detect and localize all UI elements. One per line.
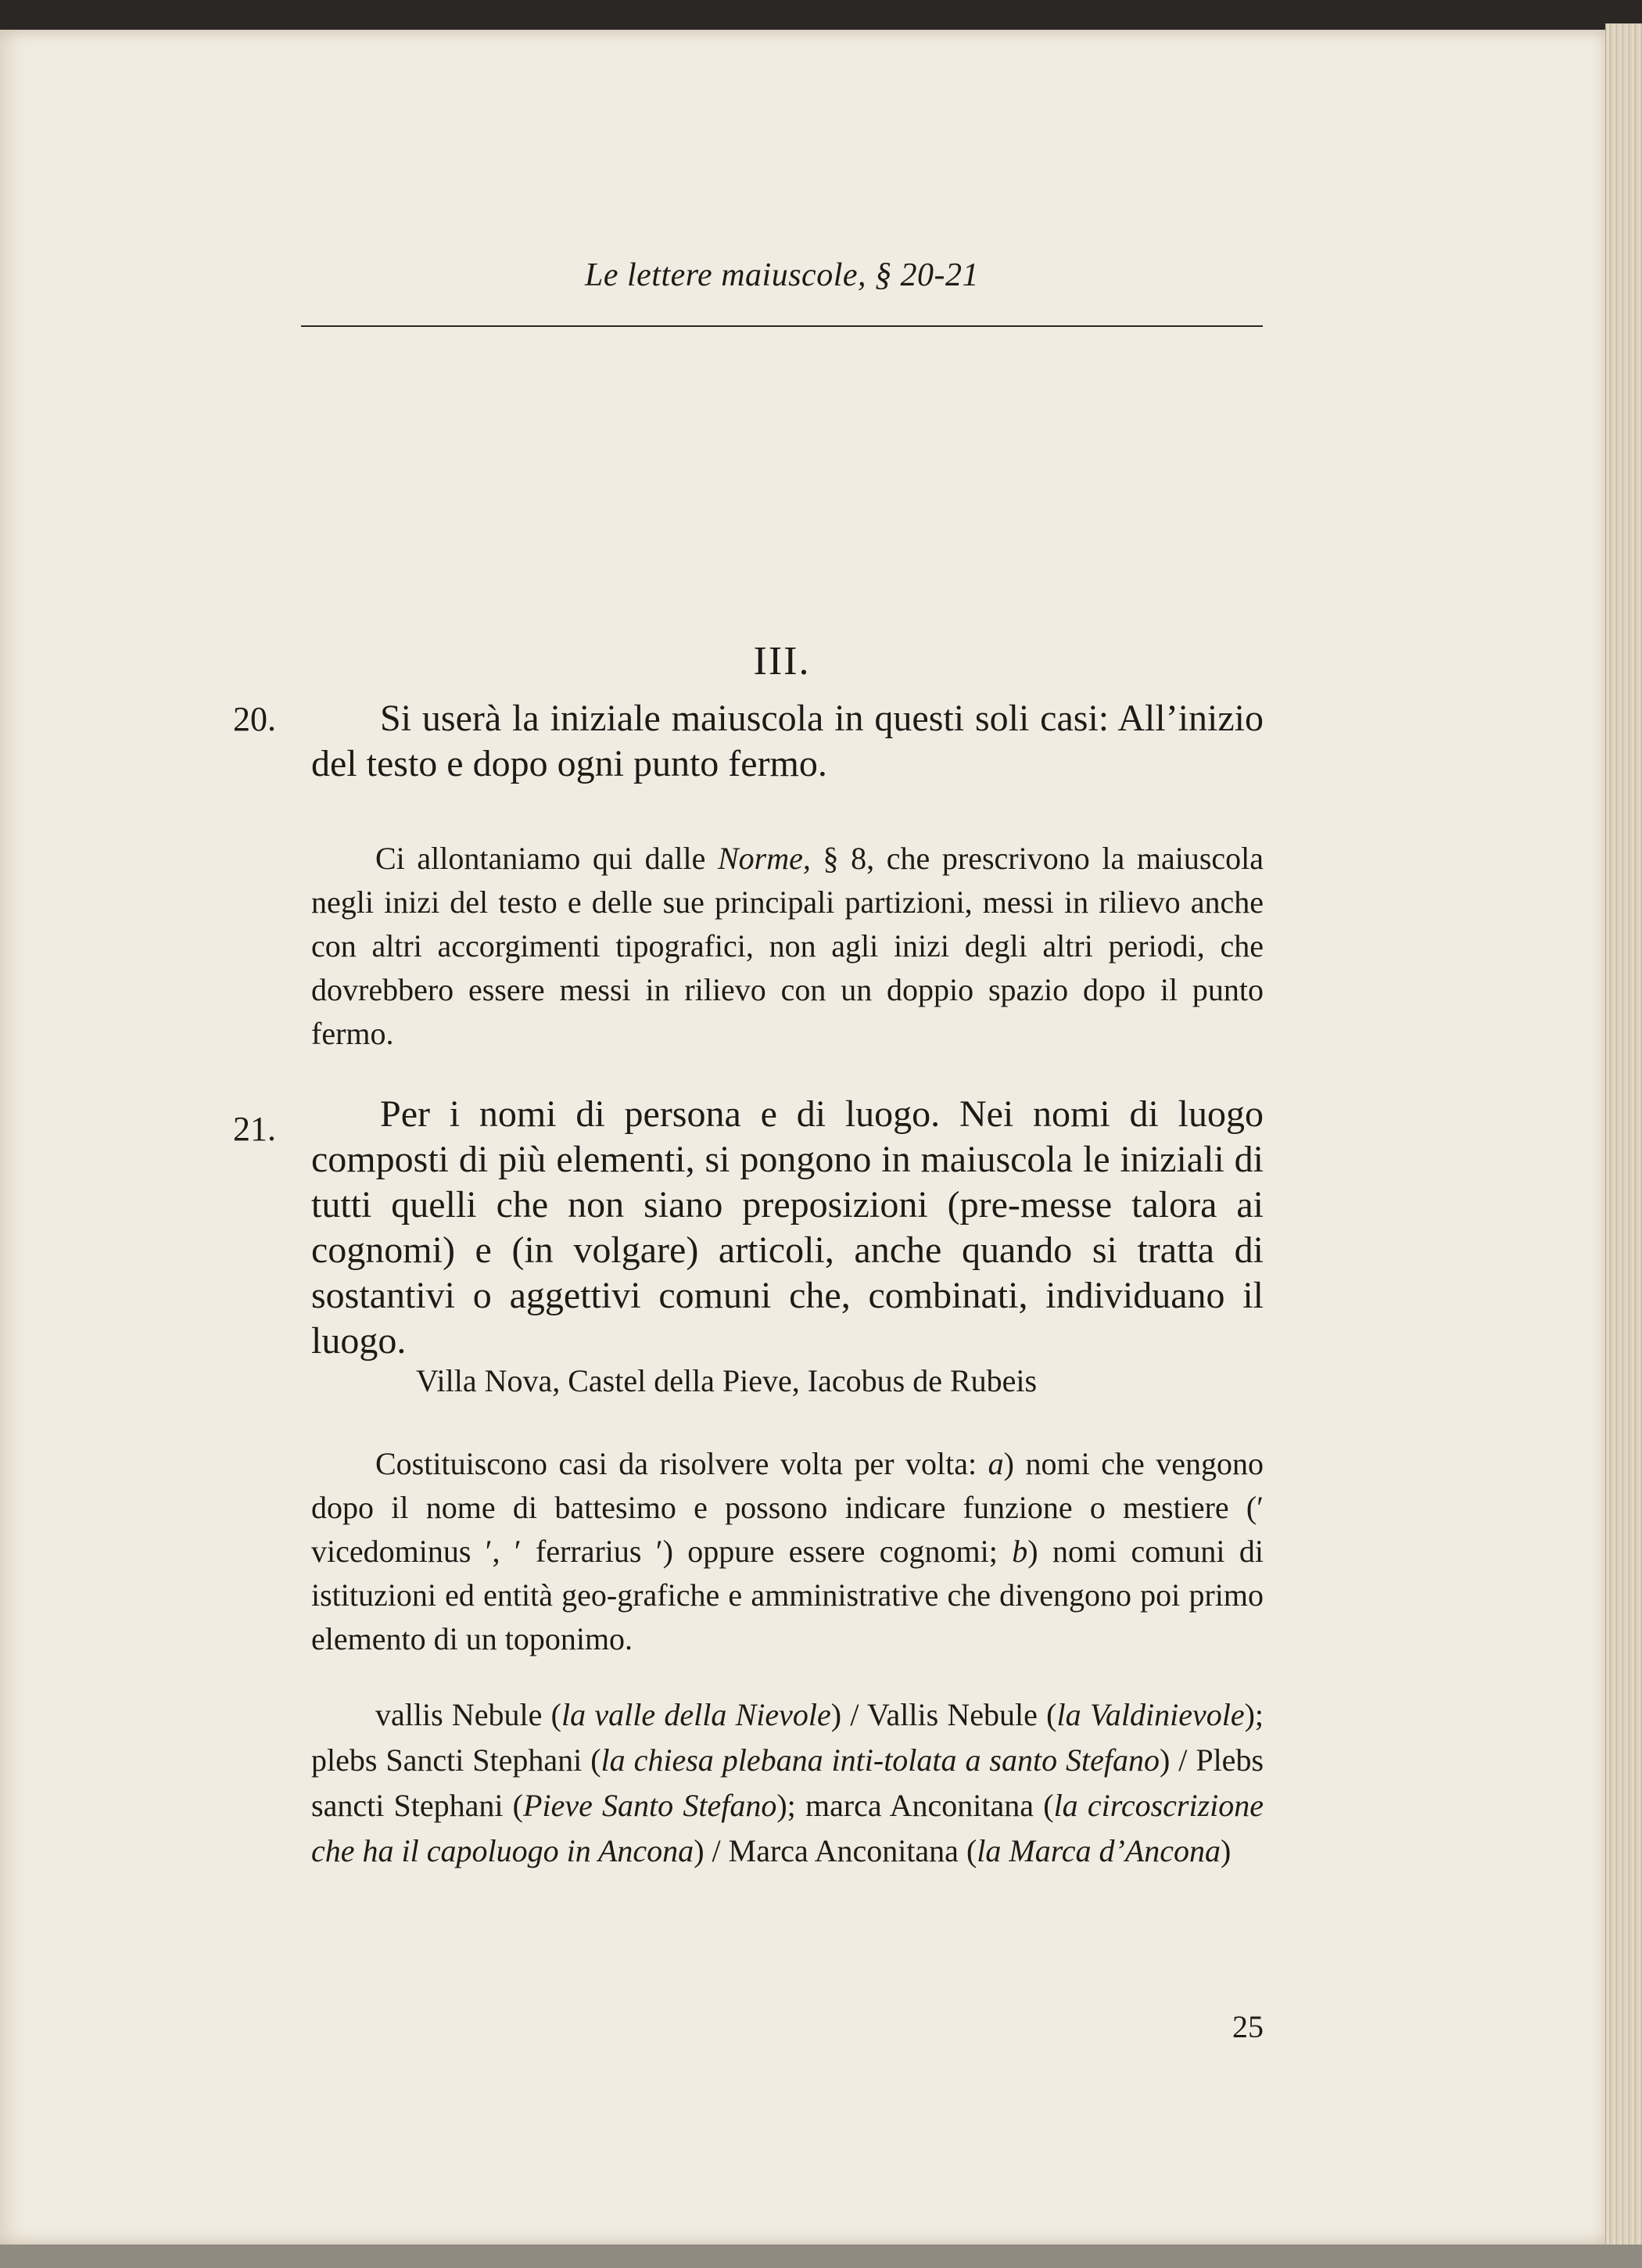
example-1: Villa Nova, Castel della Pieve, Iacobus de Rubeis — [416, 1363, 1038, 1398]
comment-part-3: ) nomi comuni di istituzioni ed entità geo-grafiche e amministrative che divengono poi primo elemento di un toponimo. — [311, 1534, 1264, 1656]
section-21-rule — [311, 1092, 1264, 1364]
section-20-rule — [311, 696, 1264, 787]
book-page — [0, 30, 1612, 2245]
chapter-number: III. — [753, 639, 811, 684]
header-rule — [301, 325, 1263, 327]
example-2-part: ); marca Anconitana ( — [776, 1788, 1054, 1823]
example-2-gloss: la chiesa plebana inti-tolata a santo Stefano — [601, 1742, 1160, 1778]
section-20-rule-text: Si userà la iniziale maiuscola in questi soli casi: All’inizio del testo e dopo ogni punto fermo. — [311, 698, 1264, 784]
bottom-strip — [0, 2245, 1642, 2268]
example-2-part: ); plebs Sancti Stephani ( — [311, 1697, 1264, 1778]
example-2-gloss: la valle della Nievole — [561, 1697, 831, 1732]
comment-part-2: ) nomi che vengono dopo il nome di battesimo e possono indicare funzione o mestiere (′ vicedominus ′, ′ ferrarius ′) oppure essere cognomi; — [311, 1446, 1264, 1569]
comment-letter-a: a — [988, 1446, 1004, 1481]
page-edges — [1605, 23, 1642, 2249]
page-number: 25 — [1232, 2009, 1264, 2044]
running-title: Le lettere maiuscole, § 20-21 — [584, 257, 979, 293]
example-2-part: ) / Plebs sancti Stephani ( — [311, 1742, 1264, 1823]
section-20-comment-before: Ci allontaniamo qui dalle — [375, 841, 718, 876]
example-2-part: vallis Nebule ( — [375, 1697, 562, 1732]
section-20-comment — [311, 837, 1264, 1056]
example-2-gloss: la Valdinievole — [1056, 1697, 1245, 1732]
section-21-comment — [311, 1442, 1264, 1661]
example-2-part: ) — [1221, 1833, 1232, 1868]
comment-part-1: Costituiscono casi da risolvere volta per volta: — [375, 1446, 988, 1481]
section-20-comment-after: § 8, che prescrivono la maiuscola negli inizi del testo e delle sue principali partizioni, messi in rilievo anche con altri accorgimenti tipografici, non agli inizi degli altri periodi, che dovrebbero essere messi in rilievo con un doppio spazio dopo il punto fermo. — [311, 841, 1264, 1051]
comment-letter-b: b — [1012, 1534, 1028, 1569]
example-2-part: ) / Vallis Nebule ( — [830, 1697, 1057, 1732]
example-2-part: ) / Marca Anconitana ( — [694, 1833, 977, 1868]
example-2-gloss: la circoscrizione che ha il capoluogo in Ancona — [311, 1788, 1264, 1868]
example-2 — [311, 1692, 1264, 1874]
example-2-gloss: la Marca d’Ancona — [977, 1833, 1221, 1868]
section-21-rule-text: Per i nomi di persona e di luogo. Nei nomi di luogo composti di più elementi, si pongono in maiuscola le iniziali di tutti quelli che non siano preposizioni (pre-messe talora ai cognomi) e (in volgare) articoli, anche quando si tratta di sostantivi o aggettivi comuni che, combinati, individuano il luogo. — [311, 1093, 1264, 1362]
section-number-21: 21. — [233, 1110, 276, 1148]
example-2-gloss: Pieve Santo Stefano — [523, 1788, 777, 1823]
norme-reference: Norme, — [717, 841, 811, 876]
section-number-20: 20. — [233, 700, 276, 738]
